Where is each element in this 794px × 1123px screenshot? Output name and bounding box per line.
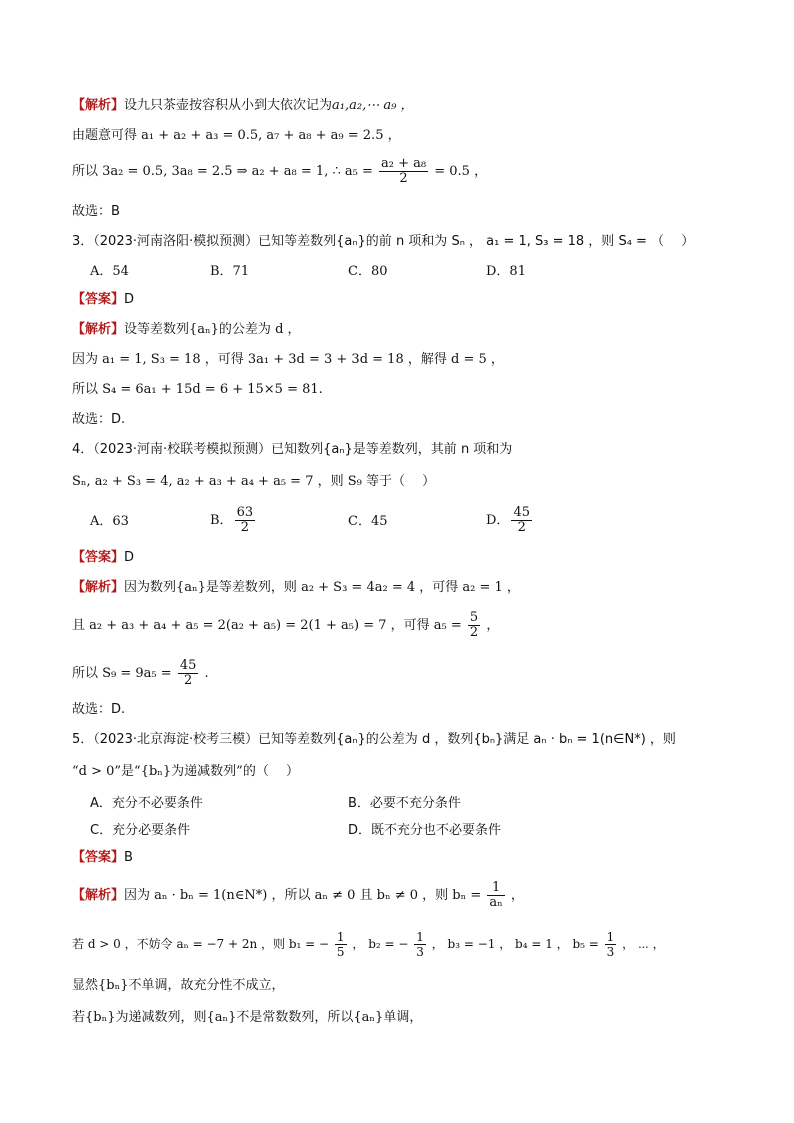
fraction xyxy=(335,930,347,959)
option-d xyxy=(486,504,534,538)
question-stem: “d > 0”是“{bₙ}为递减数列”的（ ） xyxy=(72,764,299,779)
fraction-numerator: 5 xyxy=(469,610,479,625)
answer-line xyxy=(72,548,134,568)
question-stem: 5．（2023·北京海淀·校考三模）已知等差数列{aₙ}的公差为 d ，数列{bₙ}满足 aₙ · bₙ = 1(n∈N*) ，则 xyxy=(72,732,676,747)
fraction xyxy=(235,506,256,535)
option-c: C．45 xyxy=(348,514,388,529)
math-expression: 所以 S₉ = 9a₅ = xyxy=(72,666,172,681)
choice-line: 故选：B xyxy=(72,204,120,219)
math-expression: 因为 aₙ · bₙ = 1(n∈N*) ，所以 aₙ ≠ 0 且 bₙ ≠ 0 ，则 bₙ = xyxy=(124,888,482,903)
fraction-denominator: aₙ xyxy=(489,895,503,910)
solution-line: 所以 S₄ = 6a₁ + 15d = 6 + 15×5 = 81. xyxy=(72,382,323,397)
question-stem: 3．（2023·河南洛阳·模拟预测）已知等差数列{aₙ}的前 n 项和为 Sₙ ， a₁ = 1, S₃ = 18 ，则 S₄ = （ ） xyxy=(72,234,695,249)
fraction xyxy=(468,611,480,640)
fraction-numerator: 1 xyxy=(606,930,615,944)
option-b xyxy=(210,504,257,538)
answer-tag: 【答案】 xyxy=(72,850,125,865)
solution-line xyxy=(72,156,487,188)
math-expression: ， xyxy=(486,618,500,633)
jiexi-tag: 【解析】 xyxy=(72,322,125,337)
question-stem: Sₙ, a₂ + S₃ = 4, a₂ + a₃ + a₄ + a₅ = 7 ，则 S₉ 等于（ ） xyxy=(72,474,436,489)
fraction-denominator: 2 xyxy=(469,625,479,640)
solution-line xyxy=(72,320,301,340)
fraction-denominator: 2 xyxy=(511,520,532,535)
fraction-denominator: 3 xyxy=(606,945,615,959)
solution-text: 设九只茶壶按容积从小到大依次记为 xyxy=(124,98,333,113)
fraction-numerator: 45 xyxy=(513,505,530,520)
math-expression: ， b₃ = −1 ， b₄ = 1 ， b₅ = xyxy=(431,937,599,951)
math-expression: = 0.5 ， xyxy=(434,164,488,179)
jiexi-tag: 【解析】 xyxy=(72,888,125,903)
option-c: C．80 xyxy=(348,264,388,279)
option-label: D． xyxy=(486,513,510,528)
answer-line xyxy=(72,848,133,868)
fraction-numerator: a₂ + a₈ xyxy=(381,156,427,171)
solution-line xyxy=(72,578,520,598)
choice-line: 故选：D. xyxy=(72,412,126,427)
fraction-denominator: 2 xyxy=(178,673,199,688)
math-expression: ， xyxy=(510,888,524,903)
fraction xyxy=(414,930,426,959)
math-expression: . xyxy=(204,666,209,681)
fraction xyxy=(379,157,428,186)
math-expression: ， ⋯ ， xyxy=(622,937,665,951)
solution-line xyxy=(72,928,665,960)
math-expression: a₁,a₂,⋯ a₉ ， xyxy=(332,98,414,113)
question-stem: 4．（2023·河南·校联考模拟预测）已知数列{aₙ}是等差数列，其前 n 项和为 xyxy=(72,442,513,457)
solution-line: 显然{bₙ}不单调，故充分性不成立， xyxy=(72,978,285,993)
solution-line: 若{bₙ}为递减数列，则{aₙ}不是常数数列，所以{aₙ}单调， xyxy=(72,1010,423,1025)
option-d: D．81 xyxy=(486,264,526,279)
fraction-denominator: 3 xyxy=(416,945,424,959)
fraction-numerator: 1 xyxy=(491,880,501,895)
answer-value: D xyxy=(124,292,135,307)
solution-line: 由题意可得 a₁ + a₂ + a₃ = 0.5, a₇ + a₈ + a₉ = 2.5 ， xyxy=(72,128,401,143)
fraction-numerator: 1 xyxy=(416,930,424,944)
solution-line xyxy=(72,880,524,912)
solution-line xyxy=(72,610,499,642)
fraction-denominator: 2 xyxy=(235,520,256,535)
jiexi-tag: 【解析】 xyxy=(72,98,125,113)
solution-line: 因为 a₁ = 1, S₃ = 18 ，可得 3a₁ + 3d = 3 + 3d = 18 ，解得 d = 5 ， xyxy=(72,352,504,367)
fraction xyxy=(511,506,532,535)
fraction-numerator: 1 xyxy=(336,930,345,944)
solution-line xyxy=(72,96,413,116)
jiexi-tag: 【解析】 xyxy=(72,580,125,595)
fraction-denominator: 5 xyxy=(336,945,345,959)
solution-text: 设等差数列{aₙ}的公差为 d ， xyxy=(124,322,301,337)
fraction-numerator: 63 xyxy=(236,505,254,520)
answer-value: B xyxy=(124,850,133,865)
option-a: A．54 xyxy=(90,264,129,279)
option-b: B．71 xyxy=(210,264,250,279)
solution-text: 因为数列{aₙ}是等差数列，则 a₂ + S₃ = 4a₂ = 4 ，可得 a₂ = 1 ， xyxy=(124,580,520,595)
math-expression: 所以 3a₂ = 0.5, 3a₈ = 2.5 ⇒ a₂ + a₈ = 1, ∴ a₅ = xyxy=(72,164,373,179)
math-expression: 且 a₂ + a₃ + a₄ + a₅ = 2(a₂ + a₅) = 2(1 + a₅) = 7 ，可得 a₅ = xyxy=(72,618,462,633)
fraction xyxy=(487,881,504,910)
math-expression: 若 d > 0 ，不妨令 aₙ = −7 + 2n ，则 b₁ = − xyxy=(72,937,330,951)
choice-line: 故选：D. xyxy=(72,702,126,717)
math-expression: ， b₂ = − xyxy=(352,937,409,951)
fraction xyxy=(605,930,617,959)
option-d: D．既不充分也不必要条件 xyxy=(348,823,502,838)
solution-line xyxy=(72,658,209,690)
answer-tag: 【答案】 xyxy=(72,292,125,307)
option-a: A．63 xyxy=(90,514,129,529)
fraction-denominator: 2 xyxy=(379,171,428,186)
fraction-numerator: 45 xyxy=(179,658,197,673)
fraction xyxy=(178,659,199,688)
option-a: A．充分不必要条件 xyxy=(90,796,203,811)
option-b: B．必要不充分条件 xyxy=(348,796,461,811)
option-c: C．充分必要条件 xyxy=(90,823,191,838)
answer-line xyxy=(72,290,134,310)
answer-tag: 【答案】 xyxy=(72,550,125,565)
answer-value: D xyxy=(124,550,135,565)
option-label: B． xyxy=(210,513,233,528)
